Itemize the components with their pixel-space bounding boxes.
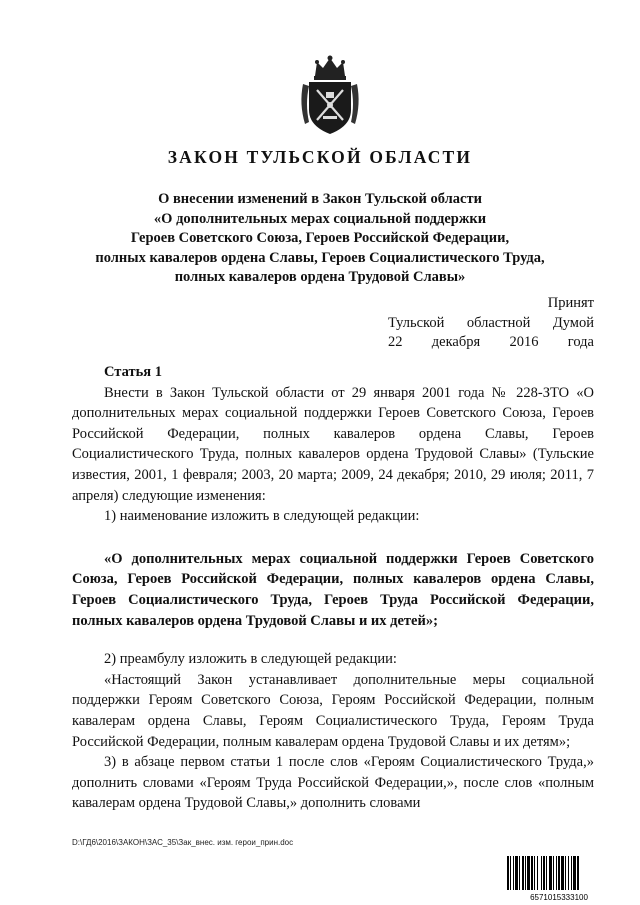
subtitle-line: О внесении изменений в Закон Тульской области: [158, 191, 482, 207]
article-heading: Статья 1: [104, 364, 162, 380]
item-1-paragraph: 1) наименование изложить в следующей редакции:: [104, 508, 420, 525]
document-barcode: [506, 856, 612, 902]
adopted-word: Думой: [552, 314, 594, 331]
adopted-word: декабря: [431, 334, 481, 350]
adopted-word: года: [567, 334, 594, 350]
adopted-word: областной: [466, 314, 531, 331]
tula-coat-of-arms-emblem: [297, 54, 363, 138]
document-body: [72, 362, 594, 814]
subtitle-line: полных кавалеров ордена Трудовой Славы»: [174, 269, 466, 285]
adoption-block: [388, 294, 594, 353]
item-3-paragraph: 3) в абзаце первом статьи 1 после слов «Героям Социалистического Труда,» дополнить словами «Героям Труда Российской Федерации,», после слов «полным кавалерам ордена Трудовой Славы,» дополнить словами: [72, 754, 594, 812]
item-2-paragraph: 2) преамбулу изложить в следующей редакции:: [104, 651, 397, 668]
item-1-new-title: «О дополнительных мерах социальной поддержки Героев Советского Союза, Героев Российской Федерации, полных кавалеров ордена Славы, Героев Социалистического Труда, Героев Труда Российской Федерации, полных кавалеров ордена Трудовой Славы и их детей»;: [72, 550, 594, 629]
spacer: [72, 527, 594, 549]
file-path-footer: D:\ГД6\2016\ЗАКОН\ЗАС_35\Зак_внес. изм. герои_прин.doc: [72, 838, 294, 847]
spacer: [72, 631, 594, 649]
adopted-word: Тульской: [388, 314, 445, 331]
subtitle-line: «О дополнительных мерах социальной поддержки: [153, 210, 487, 227]
adopted-word: 2016: [509, 334, 539, 350]
adopted-date-line: [388, 333, 594, 353]
subtitle-line: полных кавалеров ордена Славы, Героев Социалистического Труда,: [95, 249, 545, 266]
item-2-new-preamble: «Настоящий Закон устанавливает дополнительные меры социальной поддержки Героям Советского Союза, Героям Российской Федерации, полным кавалерам ордена Славы, Героям Социалистического Труда, Героям Труда Российской Федерации, полным кавалерам ордена Трудовой Славы и их детям»;: [72, 671, 594, 750]
article-intro-paragraph: Внести в Закон Тульской области от 29 января 2001 года № 228-ЗТО «О дополнительных мерах социальной поддержки Героев Советского Союза, Героев Российской Федерации, полных кавалеров ордена Славы, Героев Социалистического Труда, полных кавалеров ордена Трудовой Славы» (Тульские известия, 2001, 1 февраля; 2003, 20 марта; 2009, 24 декабря; 2010, 29 июля; 2011, 7 апреля) следующие изменения:: [72, 384, 594, 504]
law-subtitle: [60, 190, 580, 288]
adopted-label: Принят: [547, 295, 594, 311]
adopted-word: 22: [388, 334, 403, 350]
law-title: ЗАКОН ТУЛЬСКОЙ ОБЛАСТИ: [167, 147, 473, 167]
adopted-by-line: [388, 314, 594, 334]
barcode-number: 6571015333100: [530, 893, 588, 902]
subtitle-line: Героев Советского Союза, Героев Российской Федерации,: [130, 230, 510, 246]
